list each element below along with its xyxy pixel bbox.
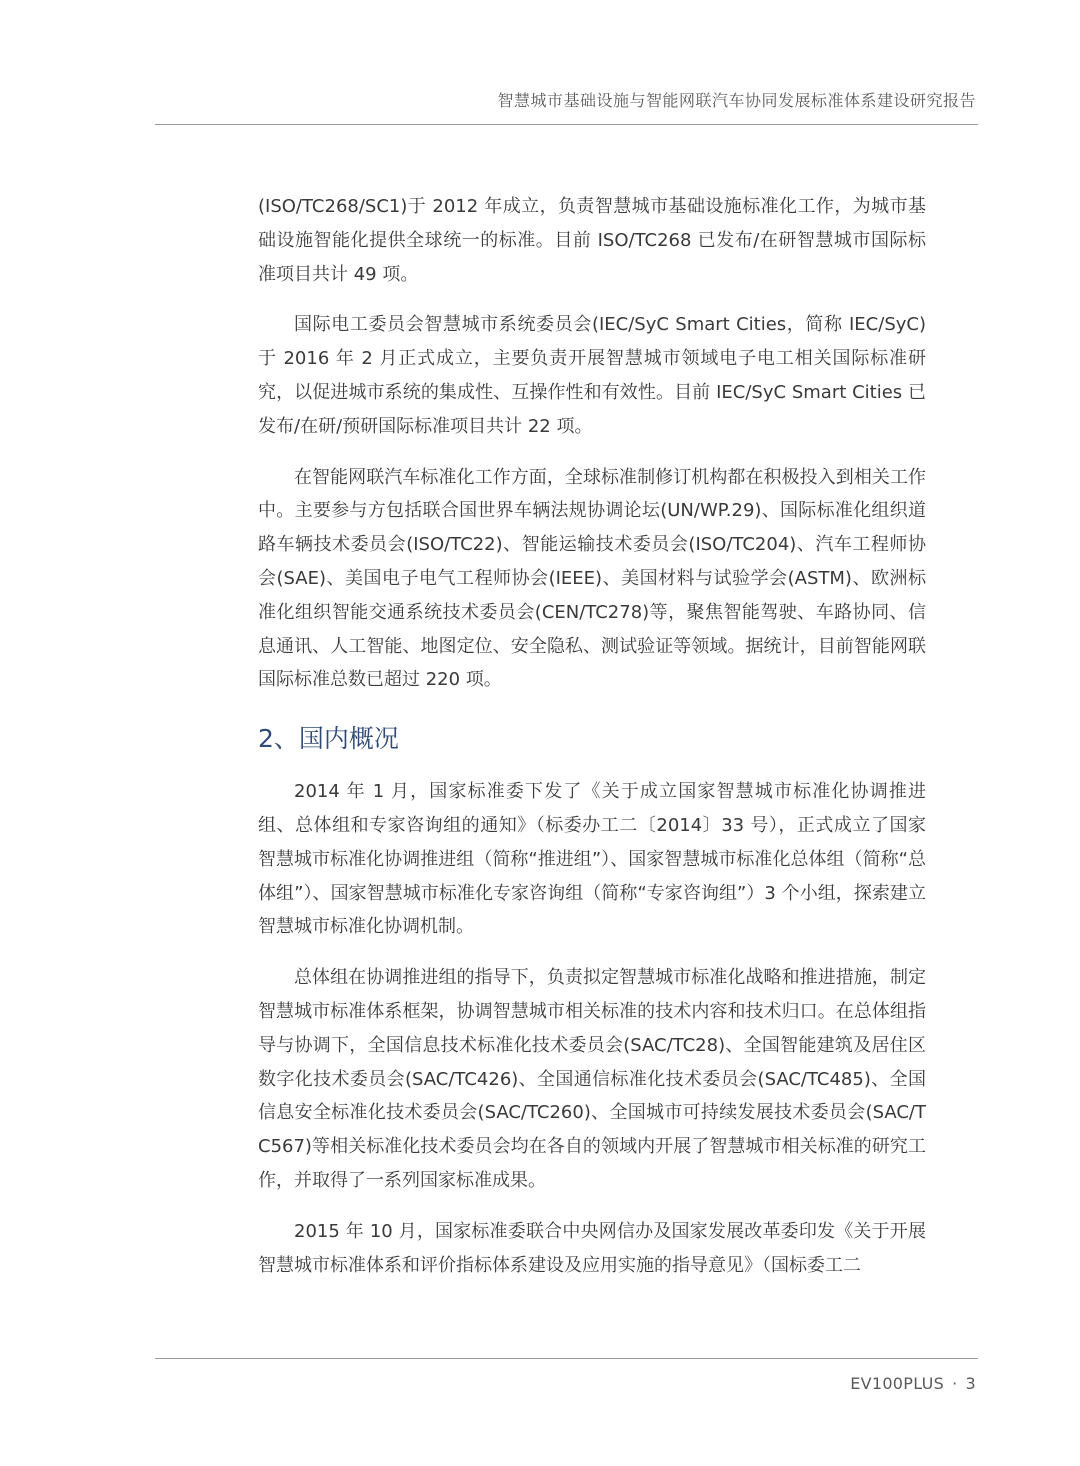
body-paragraph-1: (ISO/TC268/SC1)于 2012 年成立，负责智慧城市基础设施标准化工作，为城市基础设施智能化提供全球统一的标准。目前 ISO/TC268 已发布/在研智慧城市国际标准项目共计 49 项。: [258, 196, 926, 285]
body-paragraph-5: 总体组在协调推进组的指导下，负责拟定智慧城市标准化战略和推进措施，制定智慧城市标准体系框架，协调智慧城市相关标准的技术内容和技术归口。在总体组指导与协调下，全国信息技术标准化技术委员会(SAC/TC28)、全国智能建筑及居住区数字化技术委员会(SAC/TC426)、全国通信标准化技术委员会(SAC/TC485)、全国信息安全标准化技术委员会(SAC/TC260)、全国城市可持续发展技术委员会(SAC/TC567)等相关标准化技术委员会均在各自的领域内开展了智慧城市相关标准的研究工作，并取得了一系列国家标准成果。: [258, 967, 926, 1191]
page-number: 3: [965, 1374, 976, 1393]
footer-publisher: EV100PLUS: [850, 1374, 945, 1393]
body-paragraph-2: 国际电工委员会智慧城市系统委员会(IEC/SyC Smart Cities，简称 IEC/SyC)于 2016 年 2 月正式成立，主要负责开展智慧城市领域电子电工相关国际标准研究，以促进城市系统的集成性、互操作性和有效性。目前 IEC/SyC Smart Cities 已发布/在研/预研国际标准项目共计 22 项。: [258, 314, 926, 437]
body-paragraph-6: 2015 年 10 月，国家标准委联合中央网信办及国家发展改革委印发《关于开展智慧城市标准体系和评价指标体系建设及应用实施的指导意见》（国标委工二: [258, 1220, 926, 1276]
footer-separator: ·: [952, 1374, 958, 1393]
footer-divider: [155, 1358, 978, 1359]
page-body: [258, 190, 926, 1299]
header-divider: [155, 124, 978, 125]
page-footer: [850, 1374, 976, 1393]
running-header-title: 智慧城市基础设施与智能网联汽车协同发展标准体系建设研究报告: [497, 91, 976, 110]
section-heading-domestic-overview: 2、国内概况: [258, 724, 399, 754]
body-paragraph-4: 2014 年 1 月，国家标准委下发了《关于成立国家智慧城市标准化协调推进组、总体组和专家咨询组的通知》（标委办工二〔2014〕33 号），正式成立了国家智慧城市标准化协调推进组（简称“推进组”）、国家智慧城市标准化总体组（简称“总体组”）、国家智慧城市标准化专家咨询组（简称“专家咨询组”）3 个小组，探索建立智慧城市标准化协调机制。: [258, 781, 926, 938]
body-paragraph-3: 在智能网联汽车标准化工作方面，全球标准制修订机构都在积极投入到相关工作中。主要参与方包括联合国世界车辆法规协调论坛(UN/WP.29)、国际标准化组织道路车辆技术委员会(ISO/TC22)、智能运输技术委员会(ISO/TC204)、汽车工程师协会(SAE)、美国电子电气工程师协会(IEEE)、美国材料与试验学会(ASTM)、欧洲标准化组织智能交通系统技术委员会(CEN/TC278)等，聚焦智能驾驶、车路协同、信息通讯、人工智能、地图定位、安全隐私、测试验证等领域。据统计，目前智能网联国际标准总数已超过 220 项。: [258, 466, 926, 691]
